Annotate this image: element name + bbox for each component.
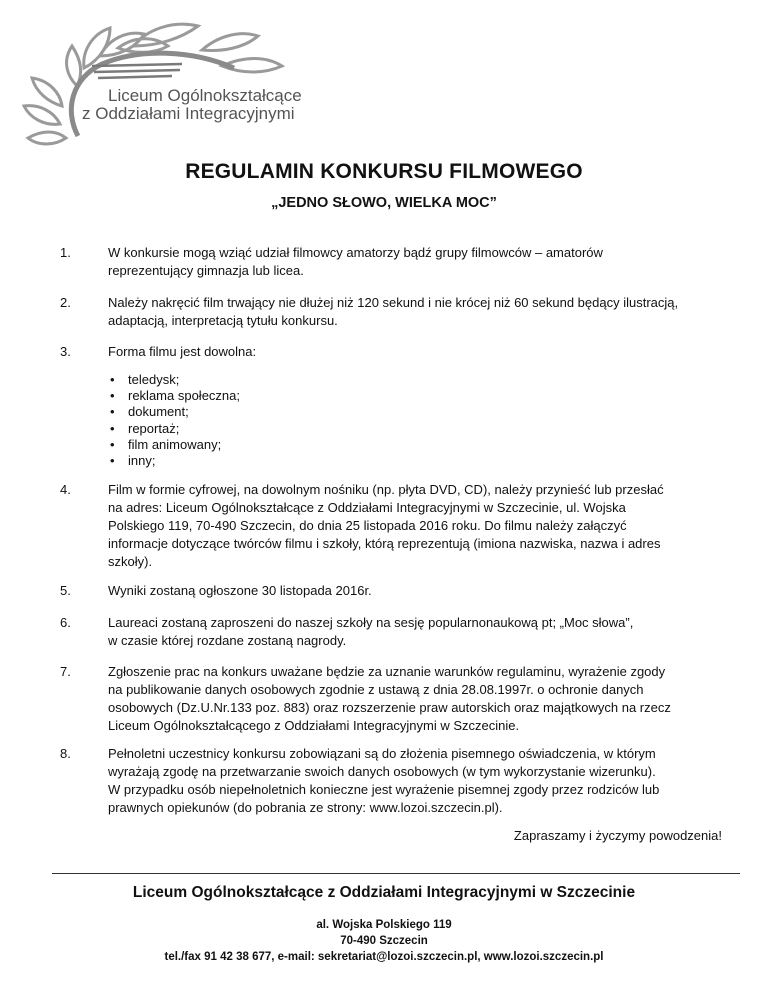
closing-note: Zapraszamy i życzymy powodzenia!: [513, 828, 722, 843]
list-item: • inny;: [108, 453, 240, 469]
rule-text: [108, 294, 740, 330]
footer-street: al. Wojska Polskiego 119: [316, 919, 452, 931]
rule-number: 1.: [60, 245, 71, 260]
rule-text: [108, 663, 740, 735]
footer-city: 70-490 Szczecin: [340, 935, 428, 947]
rule-line: reprezentujący gimnazja lub licea.: [108, 263, 304, 278]
rule-line: W przypadku osób niepełnoletnich konieczne jest wyrażenie pisemnej zgody przez rodziców lub: [108, 782, 660, 797]
rule-line: informacje dotyczące twórców filmu i szkoły, którą reprezentują (imiona nazwiska, nazwa i adres: [108, 536, 661, 551]
rule-number: 5.: [60, 583, 71, 598]
rule-line: Liceum Ogólnokształcącego z Oddziałami Integracyjnymi w Szczecinie.: [108, 718, 520, 733]
rule-line: szkoły).: [108, 554, 153, 569]
rule-text: [108, 481, 740, 571]
rule-text: [108, 745, 740, 817]
footer-contact: tel./fax 91 42 38 677, e-mail: sekretariat@lozoi.szczecin.pl, www.lozoi.szczecin.pl: [164, 951, 604, 963]
rule-line: adaptacją, interpretacją tytułu konkursu.: [108, 313, 338, 328]
rule-text: [108, 244, 740, 280]
rule-line: Laureaci zostaną zaproszeni do naszej szkoły na sesję popularnonaukową pt; „Moc słowa”,: [108, 615, 634, 630]
rule-number: 8.: [60, 746, 71, 761]
rule-text: [108, 343, 740, 361]
list-item: • teledysk;: [108, 372, 240, 388]
document-title: REGULAMIN KONKURSU FILMOWEGO: [185, 160, 583, 183]
rule-line: na adres: Liceum Ogólnokształcące z Oddziałami Integracyjnymi w Szczecinie, ul. Wojska: [108, 500, 626, 515]
rule-line: W konkursie mogą wziąć udział filmowcy amatorzy bądź grupy filmowców – amatorów: [108, 245, 603, 260]
list-item: • reklama społeczna;: [108, 388, 240, 404]
rule-line: Należy nakręcić film trwający nie dłużej niż 120 sekund i nie krócej niż 60 sekund będący ilustracją,: [108, 295, 679, 310]
logo-text-line1: Liceum Ogólnokształcące: [108, 86, 302, 105]
list-item: • dokument;: [108, 404, 240, 420]
rule-number: 4.: [60, 482, 71, 497]
rule-line: Pełnoletni uczestnicy konkursu zobowiązani są do złożenia pisemnego oświadczenia, w którym: [108, 746, 656, 761]
rule-number: 6.: [60, 615, 71, 630]
rule-line: w czasie której rozdane zostaną nagrody.: [108, 633, 347, 648]
rule-line: prawnych opiekunów (do pobrania ze strony: www.lozoi.szczecin.pl).: [108, 800, 503, 815]
rule-line: Wyniki zostaną ogłoszone 30 listopada 2016r.: [108, 583, 372, 598]
rule-line: osobowych (Dz.U.Nr.133 poz. 883) oraz rozszerzenie praw autorskich oraz majątkowych na rzecz: [108, 700, 671, 715]
footer-divider: [52, 873, 740, 874]
rule-line: na publikowanie danych osobowych zgodnie z ustawą z dnia 28.08.1997r. o ochronie danych: [108, 682, 644, 697]
rule-line: wyrażają zgodę na przetwarzanie swoich danych osobowych (w tym wykorzystanie wizerunku).: [108, 764, 656, 779]
rule-text: [108, 582, 740, 600]
document-subtitle: „JEDNO SŁOWO, WIELKA MOC”: [271, 195, 497, 211]
list-item: • film animowany;: [108, 437, 240, 453]
rule-number: 2.: [60, 295, 71, 310]
list-item: • reportaż;: [108, 421, 240, 437]
school-logo: [22, 6, 342, 156]
rule-line: Film w formie cyfrowej, na dowolnym nośniku (np. płyta DVD, CD), należy przynieść lub przesłać: [108, 482, 664, 497]
logo-text-line2: z Oddziałami Integracyjnymi: [82, 104, 295, 123]
rule-number: 7.: [60, 664, 71, 679]
rule-line: Polskiego 119, 70-490 Szczecin, do dnia 25 listopada 2016 roku. Do filmu należy załączyć: [108, 518, 627, 533]
rule-line: Zgłoszenie prac na konkurs uważane będzie za uznanie warunków regulaminu, wyrażenie zgody: [108, 664, 666, 679]
film-forms-list: [108, 372, 240, 469]
rule-text: [108, 614, 740, 650]
rule-line: Forma filmu jest dowolna:: [108, 344, 257, 359]
sun-logo-icon: [22, 6, 342, 156]
rule-number: 3.: [60, 344, 71, 359]
footer-school-name: Liceum Ogólnokształcące z Oddziałami Integracyjnymi w Szczecinie: [132, 884, 636, 901]
